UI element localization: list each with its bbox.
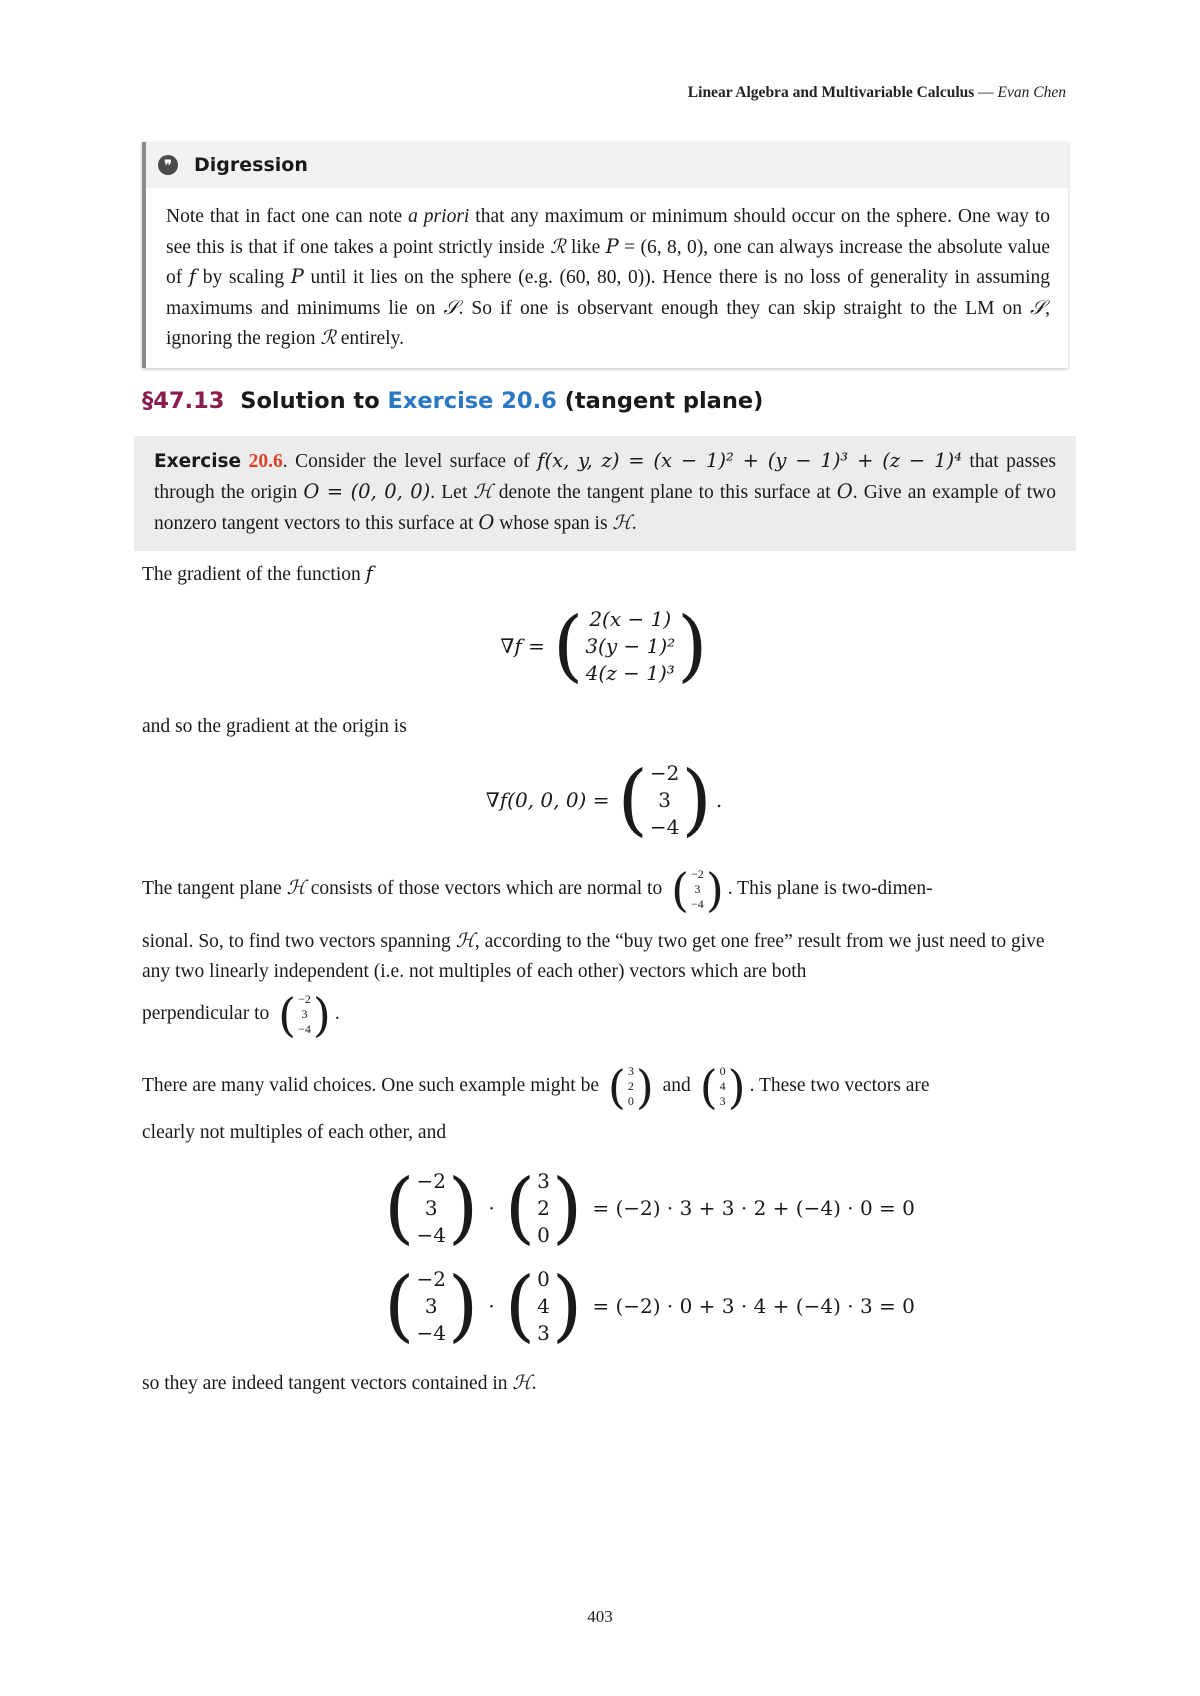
- gradient-vector: [552, 601, 708, 691]
- digression-body: [146, 188, 1068, 368]
- vector-entry: 0: [537, 1222, 550, 1247]
- solution-paragraph: [142, 559, 1066, 590]
- left-paren: (: [617, 755, 648, 845]
- sphere-S-symbol: 𝒮: [443, 295, 459, 319]
- solution-paragraph: [142, 988, 1066, 1040]
- tangent-vector-2: ( 0 4 3 ): [504, 1261, 583, 1351]
- origin-formula: O = (0, 0, 0): [303, 480, 431, 503]
- digression-text: Note that in fact one can note: [166, 206, 403, 227]
- dot-operator: ·: [488, 1294, 495, 1318]
- solution-text: perpendicular to: [142, 1003, 270, 1024]
- solution-text: consists of those vectors which are normal to: [310, 878, 663, 899]
- solution-paragraph: [142, 1368, 1066, 1399]
- solution-text: so they are indeed tangent vectors contained in: [142, 1373, 508, 1394]
- function-f-symbol: f: [188, 265, 197, 288]
- point-P-symbol: P: [290, 265, 304, 288]
- exercise-text: . Let: [430, 482, 468, 503]
- exercise-label: Exercise: [154, 451, 242, 472]
- solution-text: and so the gradient at the origin is: [142, 716, 407, 737]
- vector-entry: 0: [627, 1094, 634, 1109]
- vector-entry: 0: [719, 1064, 726, 1079]
- solution-paragraph: [142, 712, 1066, 742]
- vector-entry: 4: [719, 1079, 726, 1094]
- solution-text: and: [662, 1075, 691, 1096]
- solution-text: , according to the “buy two get one free” result from we just need to give any two linearly independent (i.e. not multiples of each other) vectors which are both: [142, 931, 1045, 982]
- plane-H-symbol: ℋ: [612, 511, 632, 534]
- region-R-symbol: ℛ: [550, 234, 566, 258]
- dot-product-1: [142, 1164, 1066, 1252]
- right-paren: ): [681, 755, 712, 845]
- tangent-vector-1: ( 3 2 0 ): [504, 1163, 583, 1253]
- solution-text: The gradient of the function: [142, 564, 361, 585]
- digression-text: that any maximum or minimum should occur on the sphere. One way to see this is that if one takes a point strictly inside: [166, 206, 1050, 258]
- digression-text: until it lies on the sphere (e.g. (60, 80, 0)). Hence there is no loss of generality in assuming maximums and minimums lie on: [166, 267, 1051, 319]
- right-paren: ): [677, 601, 708, 691]
- tangent-vector-1: ( 3 2 0 ): [607, 1059, 654, 1114]
- digression-text: = (6, 8, 0), one can always increase the absolute value of: [166, 236, 1050, 288]
- vector-entry: 3: [424, 1195, 438, 1220]
- solution-text: . These two vectors are: [749, 1075, 930, 1096]
- quote-icon: ❞: [158, 155, 178, 175]
- plane-H-symbol: ℋ: [286, 876, 306, 899]
- vector-entry: 3: [537, 1320, 550, 1345]
- gradient-lhs: ∇f =: [500, 634, 545, 658]
- digression-header: [146, 142, 1068, 188]
- exercise-link[interactable]: Exercise 20.6: [387, 388, 557, 414]
- vector-entry: −4: [416, 1320, 446, 1345]
- dot-product-2: [142, 1262, 1066, 1350]
- origin-symbol: O: [836, 480, 853, 503]
- solution-text: sional. So, to find two vectors spanning: [142, 931, 451, 952]
- digression-text: like: [571, 236, 601, 258]
- section-title-pre: Solution to: [240, 388, 380, 414]
- vector-entry: −2: [416, 1266, 446, 1291]
- vector-entry: −4: [298, 1022, 311, 1037]
- exercise-text: . Consider the level surface of: [282, 451, 530, 472]
- normal-vector: ( −2 3 −4 ): [384, 1163, 479, 1253]
- dot-product-2-result: = (−2) · 0 + 3 · 4 + (−4) · 3 = 0: [592, 1294, 915, 1318]
- tangent-vector-2: ( 0 4 3 ): [699, 1059, 746, 1114]
- point-P-symbol: P: [605, 234, 619, 258]
- digression-text: by scaling: [202, 267, 285, 288]
- section-title: [142, 388, 763, 414]
- region-R-symbol: ℛ: [320, 326, 336, 349]
- perpendicular-vector: ( −2 3 −4 ): [278, 987, 331, 1042]
- plane-H-symbol: ℋ: [455, 929, 475, 952]
- vector-entry: 4: [537, 1293, 550, 1318]
- vector-entry: −4: [416, 1222, 446, 1247]
- vector-entry: 3: [694, 882, 701, 897]
- gradient-origin-lhs: ∇f(0, 0, 0) =: [485, 788, 610, 812]
- exercise-text: .: [631, 513, 637, 534]
- solution-paragraph: [142, 862, 1066, 915]
- section-number: §47.13: [142, 388, 225, 414]
- solution-text: . This plane is two-dimen-: [727, 878, 933, 899]
- left-paren: (: [552, 601, 584, 691]
- vector-entry: 2(x − 1): [589, 606, 672, 631]
- solution-text: .: [334, 1003, 340, 1024]
- book-title: Linear Algebra and Multivariable Calculus: [687, 84, 975, 101]
- vector-entry: 3: [658, 787, 672, 812]
- function-f-symbol: f: [365, 562, 373, 585]
- solution-text: clearly not multiples of each other, and: [142, 1122, 447, 1143]
- vector-entry: 2: [537, 1195, 550, 1220]
- normal-vector: ( −2 3 −4 ): [671, 862, 724, 917]
- digression-box: [142, 142, 1068, 368]
- a-priori-emphasis: a priori: [408, 206, 470, 227]
- vector-entry: 4(z − 1)³: [585, 660, 675, 685]
- gradient-origin-vector: [617, 755, 712, 845]
- dot-operator: ·: [488, 1196, 495, 1220]
- vector-entry: −2: [298, 992, 311, 1007]
- section-title-post: (tangent plane): [564, 388, 764, 414]
- page-number: 403: [587, 1607, 613, 1626]
- digression-title: Digression: [194, 154, 308, 176]
- digression-text: entirely.: [340, 328, 404, 349]
- period: .: [531, 1373, 537, 1394]
- level-surface-formula: f(x, y, z) = (x − 1)² + (y − 1)³ + (z − 1)⁴: [537, 449, 962, 472]
- exercise-box: [134, 436, 1076, 551]
- dot-product-1-result: = (−2) · 3 + 3 · 2 + (−4) · 0 = 0: [592, 1196, 915, 1220]
- exercise-text: that passes through the origin: [154, 451, 1056, 503]
- gradient-origin-equation: [142, 756, 1066, 844]
- exercise-text: . Give an example of two nonzero tangent vectors to this surface at: [154, 482, 1057, 534]
- header-dash: —: [978, 84, 994, 101]
- vector-entry: 3: [719, 1094, 726, 1109]
- vector-entry: −2: [416, 1168, 446, 1193]
- solution-text: There are many valid choices. One such example might be: [142, 1075, 599, 1096]
- sphere-S-symbol: 𝒮: [1030, 295, 1046, 319]
- digression-text: , ignoring the region: [166, 297, 1050, 349]
- solution-text: The tangent plane: [142, 878, 282, 899]
- gradient-equation: [142, 602, 1066, 690]
- plane-H-symbol: ℋ: [512, 1371, 532, 1394]
- period: .: [715, 788, 723, 812]
- vector-entry: −2: [691, 867, 704, 882]
- exercise-text: whose span is: [499, 513, 608, 534]
- running-header: [688, 84, 1066, 102]
- author-name: Evan Chen: [997, 84, 1066, 101]
- vector-entry: −4: [649, 814, 680, 839]
- exercise-text: denote the tangent plane to this surface at: [498, 482, 831, 503]
- vector-entry: 3: [301, 1007, 308, 1022]
- vector-entry: −4: [691, 897, 704, 912]
- vector-entry: 3(y − 1)²: [585, 633, 676, 658]
- vector-entry: 0: [537, 1266, 550, 1291]
- solution-paragraph: [142, 1118, 1066, 1148]
- vector-entry: 3: [627, 1064, 634, 1079]
- vector-entry: 3: [424, 1293, 438, 1318]
- solution-paragraph: [142, 1060, 1066, 1112]
- vector-entry: 2: [627, 1079, 634, 1094]
- exercise-number[interactable]: 20.6: [248, 451, 283, 472]
- origin-symbol: O: [478, 511, 495, 534]
- solution-paragraph: [142, 926, 1066, 987]
- vector-entry: −2: [649, 760, 680, 785]
- plane-H-symbol: ℋ: [473, 480, 493, 503]
- normal-vector: ( −2 3 −4 ): [384, 1261, 479, 1351]
- digression-text: . So if one is observant enough they can skip straight to the LM on: [458, 297, 1022, 319]
- vector-entry: 3: [537, 1168, 550, 1193]
